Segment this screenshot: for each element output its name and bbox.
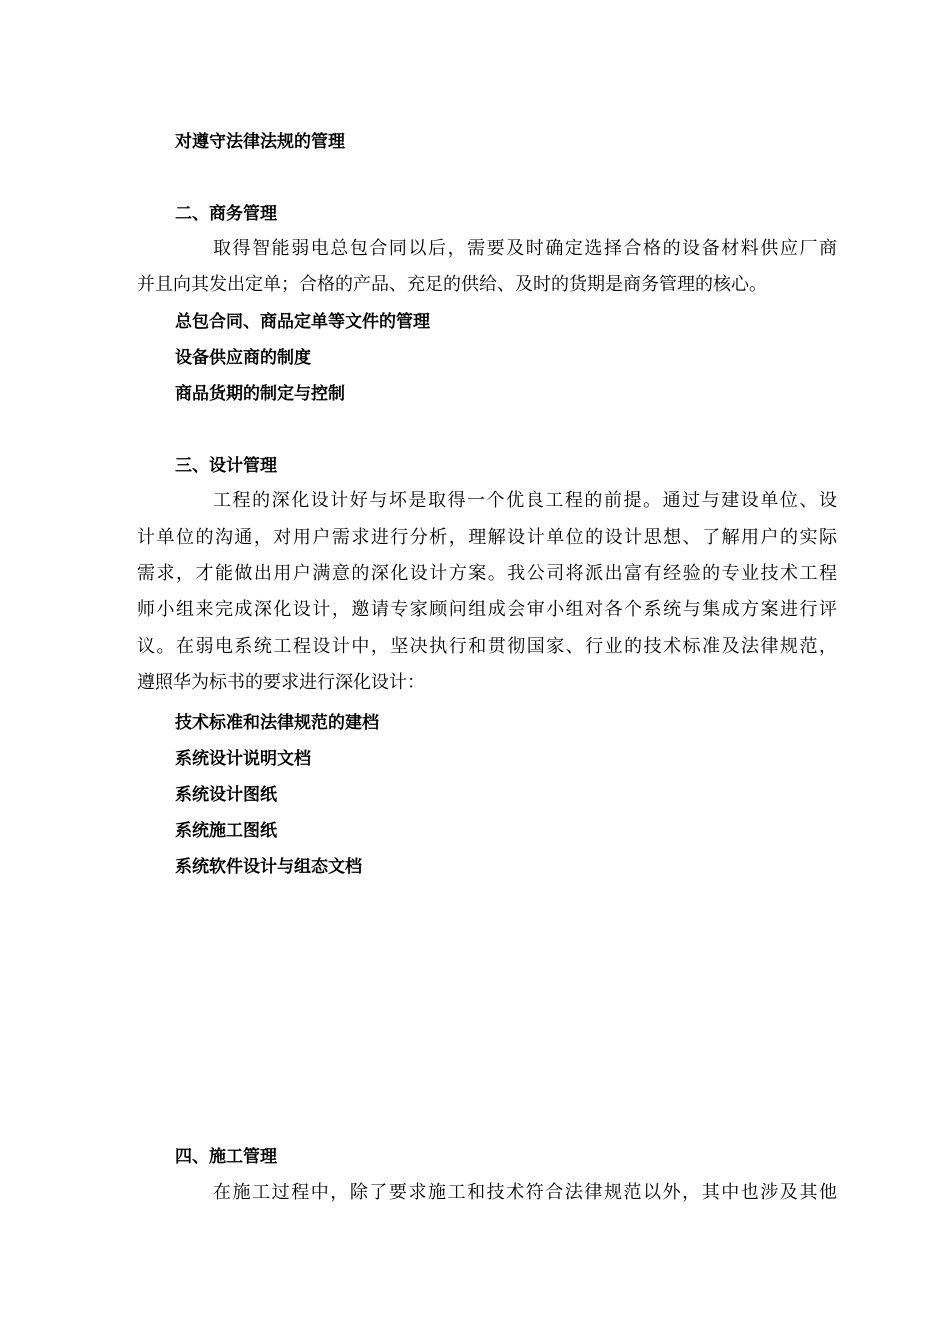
section3-item-4: 系统施工图纸 bbox=[175, 821, 277, 841]
section3-para-line-1: 工程的深化设计好与坏是取得一个优良工程的前提。通过与建设单位、设 bbox=[213, 490, 837, 511]
section3-para-line-5: 议。在弱电系统工程设计中，坚决执行和贯彻国家、行业的技术标准及法律规范， bbox=[137, 636, 837, 657]
section3-para-line-6: 遵照华为标书的要求进行深化设计： bbox=[137, 672, 425, 693]
section2-item-1: 总包合同、商品定单等文件的管理 bbox=[175, 312, 430, 332]
section2-para-line-1: 取得智能弱电总包合同以后，需要及时确定选择合格的设备材料供应厂商 bbox=[213, 238, 837, 259]
section2-item-3: 商品货期的制定与控制 bbox=[175, 384, 345, 404]
section2-para-line-2: 并且向其发出定单；合格的产品、充足的供给、及时的货期是商务管理的核心。 bbox=[137, 274, 767, 295]
section3-item-3: 系统设计图纸 bbox=[175, 785, 277, 805]
section3-item-5: 系统软件设计与组态文档 bbox=[175, 857, 362, 877]
section3-title: 三、设计管理 bbox=[175, 456, 277, 476]
section4-para-line-1: 在施工过程中，除了要求施工和技术符合法律规范以外，其中也涉及其他 bbox=[213, 1182, 837, 1203]
section2-item-2: 设备供应商的制度 bbox=[175, 348, 311, 368]
section4-title: 四、施工管理 bbox=[175, 1147, 277, 1167]
section3-item-1: 技术标准和法律规范的建档 bbox=[175, 713, 379, 733]
section3-item-2: 系统设计说明文档 bbox=[175, 749, 311, 769]
section3-para-line-4: 师小组来完成深化设计，邀请专家顾问组成会审小组对各个系统与集成方案进行评 bbox=[137, 599, 837, 620]
section3-para-line-2: 计单位的沟通，对用户需求进行分析，理解设计单位的设计思想、了解用户的实际 bbox=[137, 527, 837, 548]
section2-title: 二、商务管理 bbox=[175, 204, 277, 224]
compliance-heading: 对遵守法律法规的管理 bbox=[175, 132, 345, 152]
section3-para-line-3: 需求，才能做出用户满意的深化设计方案。我公司将派出富有经验的专业技术工程 bbox=[137, 563, 837, 584]
